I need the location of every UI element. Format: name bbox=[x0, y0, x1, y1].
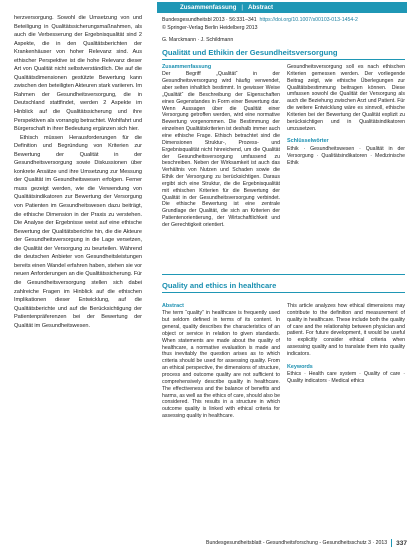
page-footer bbox=[206, 539, 407, 547]
left-column-text bbox=[14, 14, 142, 514]
doi-link[interactable]: https://doi.org/10.1007/s00103-013-1454-2 bbox=[259, 17, 358, 23]
english-keywords: Ethics · Health care system · Quality of care · Quality indicators · Medical ethics bbox=[287, 371, 405, 384]
german-keywords: Ethik · Gesundheitswesen · Qualität in der Versorgung · Qualitätsindikatoren · Medizinische Ethik bbox=[287, 145, 405, 166]
german-abstract-text: Der Begriff „Qualität“ in der Gesundheitsversorgung wird häufig verwendet, aber selten inhaltlich bestimmt. In gewisser Weise „Qualität“ die Beschreibung der Eigenschaften eines Gegenstandes in Form einer Bewertung dar. Wenn Aussagen über die Qualität einer Versorgung getroffen werden, wird eine normative Bewertung vorgenommen. Die Bestimmung der einzelnen Qualitätskriterien ist deshalb immer auch eine ethische Frage. Ethisch betrachtet sind die Dimensionen Struktur-, Prozess- und Ergebnisqualität nicht hinreichend, um die Qualität der Gesundheitsversorgung umfassend zu beschreiben. Neben der Wirksamkeit ist auch das Verhältnis von Nutzen und Schaden sowie die Ethik der Versorgung zu berücksichtigen. Daraus ergibt sich eine Struktur, die die Ergebnisqualität mit ethischen Kriterien für die Bewertung der Qualität in der Gesundheitsversorgung verbindet. Die ethische Bewertung ist eine zentrale Grundlage der Qualität, die sich an Kriterien der Patientenorientierung, der Wirtschaftlichkeit und der Gerechtigkeit orientiert. bbox=[162, 71, 280, 228]
section-divider bbox=[162, 274, 405, 275]
english-keywords-heading: Keywords bbox=[287, 363, 313, 370]
copyright-line: © Springer-Verlag Berlin Heidelberg 2013 bbox=[162, 25, 258, 31]
english-abstract-text: This article analyzes how ethical dimensions may contribute to the definition and measurement of quality in healthcare. These include both the quality of care and the relationship between physician and patient. For future development, it would be useful to explicitly consider ethical criteria when assessing quality and to translate them into quality indicators. bbox=[287, 303, 405, 357]
abstract-tab-bar bbox=[157, 2, 407, 13]
english-abstract-text: The term “quality” in healthcare is frequently used but seldom defined in terms of its content. In general, quality describes the characteristics of an object or service in relation to given standards. When statements are made about the quality of healthcare, a normative evaluation is made and thus inevitably the question arises as to which criteria should be used for assessing quality. From an ethical perspective, the dimensions of structure, process and outcome quality are not sufficient to comprehensively describe quality in healthcare. The effectiveness and the balance of benefits and harms, as well as the ethics of care, should also be considered. This results in a structure in which outcome quality is linked with ethical criteria for assessing quality in healthcare. bbox=[162, 310, 280, 420]
german-abstract-col1 bbox=[162, 64, 280, 260]
english-title-rule bbox=[162, 292, 405, 293]
citation-line bbox=[162, 17, 358, 24]
tab-separator: | bbox=[241, 4, 243, 11]
english-abstract-col2 bbox=[287, 303, 405, 519]
tab-zusammenfassung: Zusammenfassung bbox=[180, 4, 237, 11]
journal-name: Bundesgesundheitsblatt - Gesundheitsforschung - Gesundheitsschutz 3 · 2013 bbox=[206, 540, 388, 546]
authors-line: G. Marckmann · J. Schildmann bbox=[162, 37, 234, 43]
left-paragraph: Ethisch müssen Herausforderungen für die Definition und Begründung von Kriterien zur Bewertung der Qualität in der Gesundheitsversorgung sowie Diskussionen über konkrete Ansätze und ihre Umsetzung zur Messung der Qualität im Gesundheitswesen erfolgen. Ferner muss gezeigt werden, wie die Verwendung von Qualitätsindikatoren zur Bewertung der Versorgung von Patienten im Gesundheitswesen dazu beiträgt, die ethische Dimension in der Praxis zu verstehen. Die Analyse der Ergebnisse weist auf eine ethische Bewertung der Qualitätsberichte hin, die die Akteure der Gesundheitsversorgung in die Lage versetzen, die Qualität der Versorgung zu beurteilen. Während die deutschen Anbieter von Gesundheitsleistungen bereits einen Wandel erfahren haben, stehen sie vor neuen Anforderungen an die Qualitätssicherung. Für die Gesundheitsversorgung stellen sich dabei zahlreiche Fragen im Hinblick auf die ethischen Implikationen dieser Entwicklung, auf die Qualitätsberichte und auf die Berücksichtigung der Patientenpräferenzen bei der Bewertung der Qualität im Gesundheitswesen. bbox=[14, 134, 142, 329]
german-keywords-heading: Schlüsselwörter bbox=[287, 138, 329, 145]
footer-divider bbox=[391, 539, 392, 547]
german-title: Qualität und Ethikin der Gesundheitsversorgung bbox=[162, 48, 338, 57]
tab-abstract: Abstract bbox=[248, 4, 274, 11]
german-abstract-heading: Zusammenfassung bbox=[162, 64, 212, 70]
english-abstract-col1 bbox=[162, 303, 280, 519]
english-abstract-heading: Abstract bbox=[162, 303, 184, 309]
citation: Bundesgesundheitsbl 2013 · 56:331–341 bbox=[162, 17, 257, 23]
german-title-rule bbox=[162, 59, 405, 60]
german-abstract-col2 bbox=[287, 64, 405, 260]
page-number: 337 bbox=[396, 539, 407, 547]
english-title: Quality and ethics in healthcare bbox=[162, 281, 277, 290]
german-abstract-text: Gesundheitsversorgung soll es nach ethischen Kriterien gemessen werden. Der vorliegende Beitrag zeigt, wie ethische Überlegungen zur Qualitätsbestimmung beitragen können. Diese umfassen sowohl die Qualität der Versorgung als auch die Beziehung zwischen Arzt und Patient. Für die weitere Entwicklung wäre es sinnvoll, ethische Kriterien bei der Bewertung der Qualität explizit zu berücksichtigen und in Qualitätsindikatoren umzusetzen. bbox=[287, 64, 405, 132]
left-paragraph: herzversorgung. Sowohl die Umsetzung von und Beteiligung in Qualitätssicherungsmaßnahmen, als auch die Verbesserung der Ergebnisqualität sind 2 Aspekte, die in den Qualitätsberichten der Krankenhäuser von hoher Relevanz sind. Aus ethischer Perspektive ist die hohe Relevanz dieser Art von Qualität nicht selbstverständlich. Die auf die Qualitätsdimensionen gestützte Bewertung kann zwischen den beteiligten Akteuren stark variieren. Im Rahmen der Gesundheitsversorgung, die in Deutschland stattfindet, werden 2 Aspekte im Hinblick auf die Qualitätssicherung und ihre Perspektiven als vorrangig betrachtet. Wohlfahrt und Bürgerschaft in ihrer Bedeutung ergänzen sich hier. bbox=[14, 15, 142, 133]
